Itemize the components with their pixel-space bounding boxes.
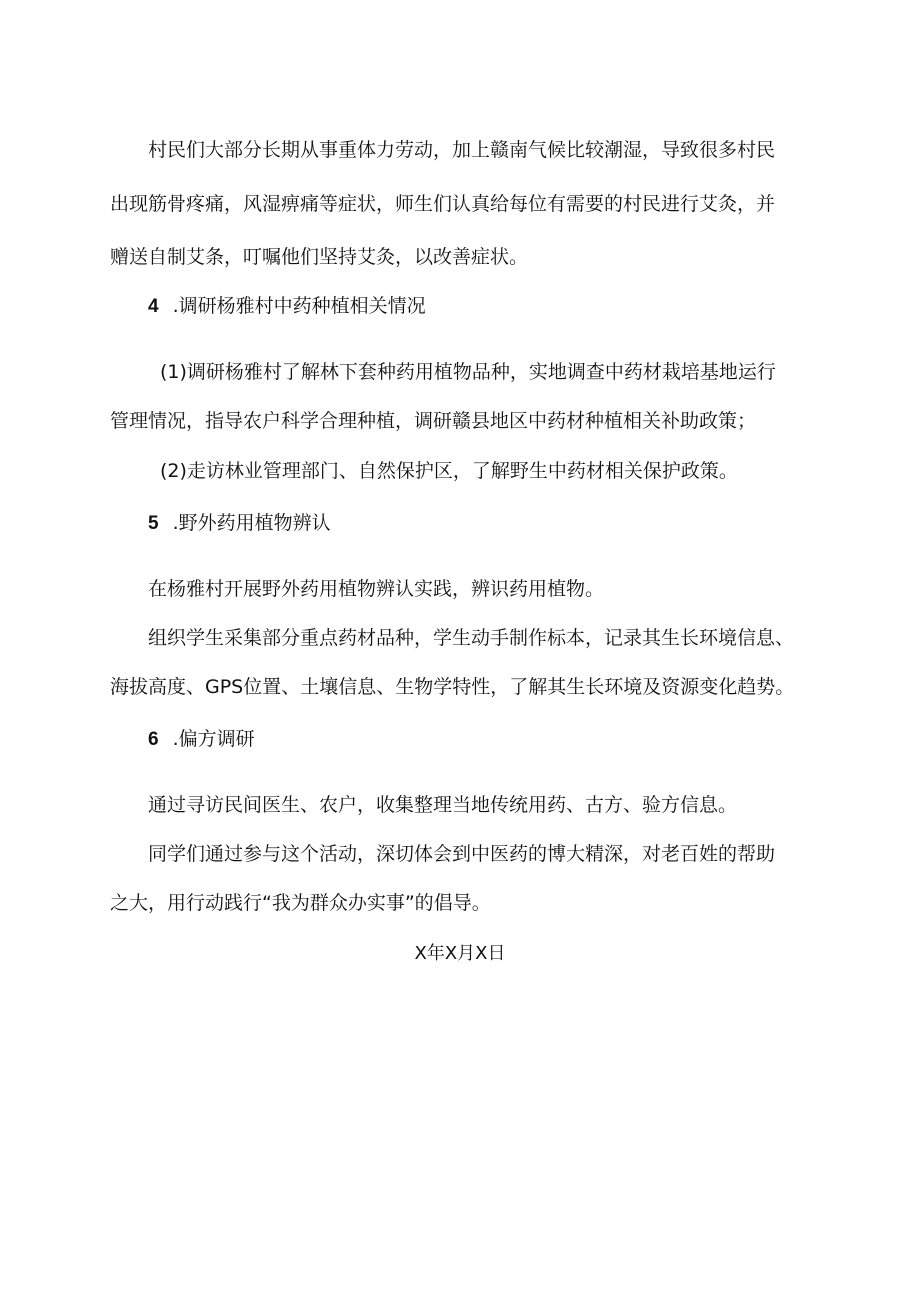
para6a-line1: 通过寻访民间医生、农户，收集整理当地传统用药、古方、验方信息。 [148,794,738,816]
para5a-line1: 在杨雅村开展野外药用植物辨认实践，辨识药用植物。 [148,578,605,600]
item1-line2: 管理情况，指导农户科学合理种植，调研赣县地区中药材种植相关补助政策； [110,410,757,432]
section-4-heading [148,293,848,320]
para5b-line1: 组织学生采集部分重点药材品种，学生动手制作标本，记录其生长环境信息、 [148,627,795,649]
para1-line3: 赠送自制艾条，叮嘱他们坚持艾灸，以改善症状。 [110,246,529,268]
section-6-heading [148,726,848,753]
section-6-number: 6 [148,729,159,750]
para5b-line2: 海拔高度、GPS位置、土壤信息、生物学特性，了解其生长环境及资源变化趋势。 [110,676,795,698]
document-date: X年X月X日 [414,943,506,964]
para6b-line2: 之大，用行动践行“我为群众办实事”的倡导。 [110,892,491,914]
section-5-heading [148,510,848,537]
section-5-title: .野外药用植物辨认 [172,512,331,534]
section-5-number: 5 [148,513,159,534]
section-4-title: .调研杨雅村中药种植相关情况 [172,295,426,317]
para1-line1: 村民们大部分长期从事重体力劳动，加上赣南气候比较潮湿，导致很多村民 [148,139,776,161]
section-4-number: 4 [148,296,159,317]
para6b-line1: 同学们通过参与这个活动，深切体会到中医药的博大精深，对老百姓的帮助 [148,843,776,865]
item1-line1: (1)调研杨雅村了解林下套种药用植物品种，实地调查中药材栽培基地运行 [160,361,776,383]
para1-line2: 出现筋骨疼痛，风湿痹痛等症状，师生们认真给每位有需要的村民进行艾灸，并 [110,193,776,215]
section-6-title: .偏方调研 [172,728,255,750]
item2-line1: (2)走访林业管理部门、自然保护区，了解野生中药材相关保护政策。 [160,460,738,482]
